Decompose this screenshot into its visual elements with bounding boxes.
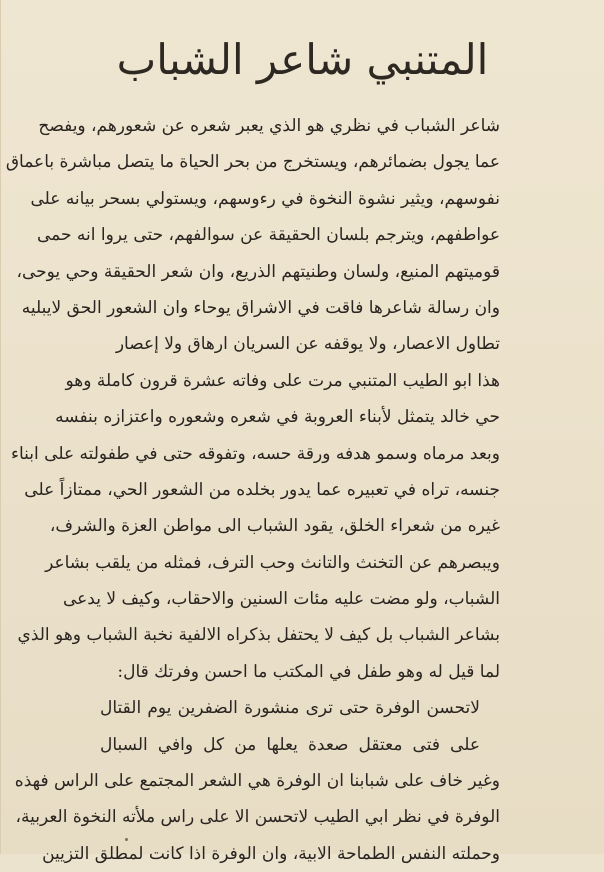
text-line: حي خالد يتمثل لأبناء العروبة في شعره وشعوره واعتزازه بنفسه [55,407,500,428]
text-line: عما يجول بضمائرهم، ويستخرج من بحر الحياة ما يتصل مباشرة باعماق [5,152,500,173]
text-line: وحملته النفس الطماحة الابية، وان الوفرة اذا كانت لمطلق التزيين [42,843,500,864]
text-line: وغير خاف على شبابنا ان الوفرة هي الشعر المجتمع على الراس فهذه [14,771,500,792]
text-line: هذا ابو الطيب المتنبي مرت على وفاته عشرة قرون كاملة وهو [65,370,500,391]
text-line: غيره من شعراء الخلق، يقود الشباب الى مواطن العزة والشرف، [49,516,500,537]
text-line: وبعد مرماه وسمو هدفه ورقة حسه، وتفوقه حتى في طفولته على ابناء [10,443,500,464]
text-line: تطاول الاعصار، ولا يوقفه عن السريان ارهاق ولا إعصار [115,334,500,355]
text-line: قوميتهم المنيع، ولسان وطنيتهم الذريع، وان شعر الحقيقة وحي يوحى، [16,261,500,282]
text-line: الوفرة في نظر ابي الطيب لاتحسن الا على راس ملأته النخوة العربية، [15,807,500,828]
article-body [5,108,500,872]
page-title: المتنبي شاعر الشباب [116,35,489,84]
text-line: الشباب، ولو مضت عليه مئات السنين والاحقاب، وكيف لا يدعى [62,589,500,610]
page-mark [125,838,128,841]
text-line: لما قيل له وهو طفل في المكتب ما احسن وفرتك قال: [117,661,500,682]
poem-verse: لاتحسن الوفرة حتى ترى منشورة الضفرين يوم القتال [100,698,480,719]
text-line: عواطفهم، ويترجم بلسان الحقيقة عن سوالفهم، حتى يروا انه حمى [36,225,500,246]
poem-verse: على فتى معتقل صعدة يعلها من كل وافي السبال [100,734,480,755]
text-line: وان رسالة شاعرها فاقت في الاشراق يوحاء وان الشعور الحق لايبليه [21,297,500,318]
text-line: جنسه، تراه في تعبيره عما يدور بخلده من الشعور الحي، ممتازاً على [24,479,500,500]
text-line: بشاعر الشباب بل كيف لا يحتفل بذكراه الالفية نخبة الشباب وهو الذي [17,625,500,646]
text-line: شاعر الشباب في نظري هو الذي يعبر شعره عن شعورهم، ويفصح [38,116,500,136]
text-line: نفوسهم، ويثير نشوة النخوة في رءوسهم، ويستولي بسحر بيانه على [30,188,500,209]
text-line: ويبصرهم عن التخنث والتانث وحب الترف، فمثله من يلقب بشاعر [45,552,500,573]
